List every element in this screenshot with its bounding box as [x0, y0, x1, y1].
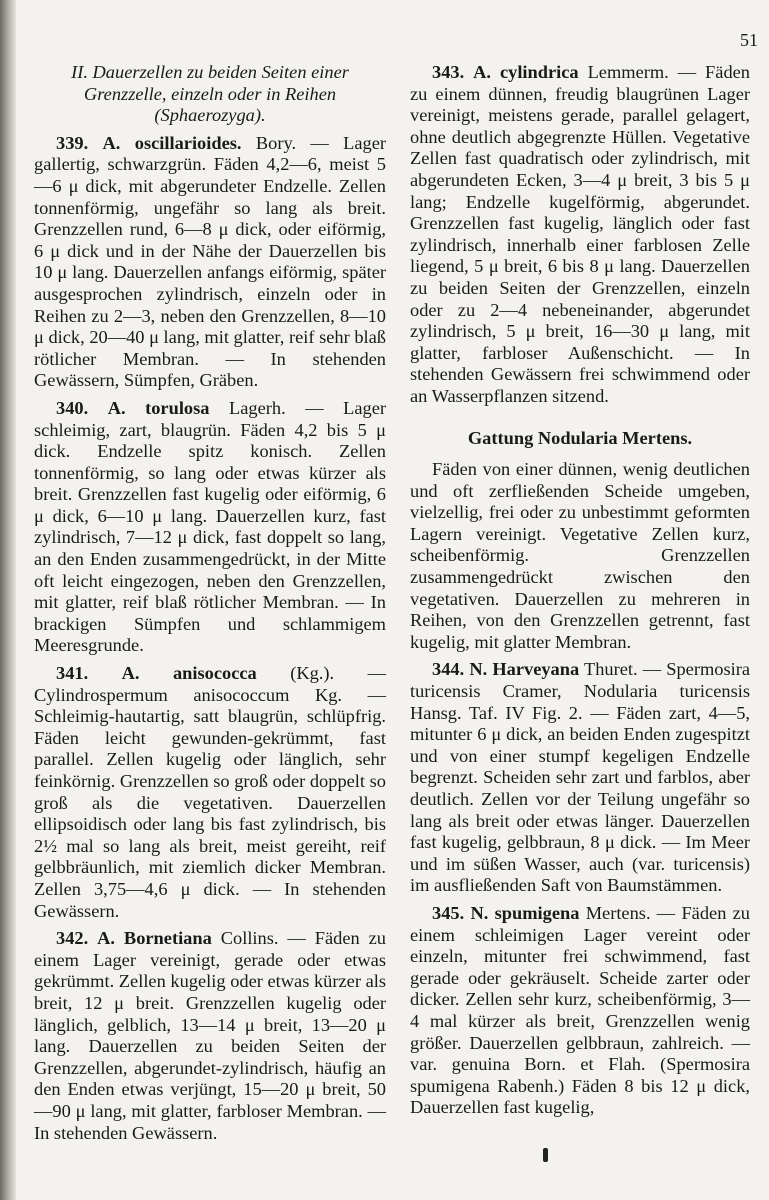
species-entry-339 — [34, 133, 386, 392]
species-entry-342 — [34, 928, 386, 1144]
species-number: 340. — [56, 397, 89, 418]
species-description: (Kg.). — Cylindrospermum anisococcum Kg. — Schleimig-hautartig, satt blaugrün, schlüpfrig. Fäden leicht gewunden-gekrümmt, fast parallel. Zellen kugelig oder länglich, sehr feinkörnig. Grenzzellen so groß oder doppelt so groß als die vegetativen. Dauerzellen ellipsoidisch oder lang bis fast zylindrisch, bis 2½ mal so lang als breit, meist gereiht, reif gelbbräunlich, mit ziemlich dicker Membran. Zellen 3,75—4,6 μ dick. — In stehenden Gewässern. — [34, 663, 386, 921]
species-description: Lemmerm. — Fäden zu einem dünnen, freudig blaugrünen Lager vereinigt, meistens gerade, parallel gelagert, ohne deutlich abgegrenzte Hüllen. Vegetative Zellen fast quadratisch oder zylindrisch, mit abgerundeten Ecken, 3—4 μ breit, 3 bis 5 μ lang; Endzelle kugelförmig, abgerundet. Grenzzellen fast kugelig, länglich oder fast zylindrisch, innerhalb einer farblosen Zelle liegend, 5 μ breit, 6 bis 8 μ lang. Dauerzellen zu beiden Seiten der Grenzzellen, einzeln oder zu 2—4 nebeneinander, abgerundet zylindrisch, 5 μ breit, 16—30 μ lang, mit glatter, farbloser Außenschicht. — In stehenden Gewässern frei schwimmend oder an Wasserpflanzen sitzend. — [410, 62, 750, 406]
species-number: 343. — [432, 62, 465, 82]
genus-description: Fäden von einer dünnen, wenig deutlichen und oft zerfließenden Scheide umgeben, vielzellig, frei oder zu unbestimmt geformten Lagern vereinigt. Vegetative Zellen kurz, scheibenförmig. Grenzzellen zusammengedrückt zwischen den vegetativen. Dauerzellen zu mehreren in Reihen, von den Grenzzellen getrennt, fast kugelig, mit glatter Membran. — [410, 459, 750, 652]
species-number: 341. — [56, 663, 89, 684]
species-entry-344 — [410, 659, 750, 897]
species-number: 339. — [56, 132, 89, 153]
species-name: N. Harveyana — [469, 659, 580, 680]
species-name: A. cylindrica — [473, 62, 579, 82]
genus-heading: Gattung Nodularia Mertens. — [467, 427, 693, 448]
species-name: A. oscillarioides. — [102, 132, 242, 153]
species-description: Lagerh. — Lager schleimig, zart, blaugrün. Fäden 4,2 bis 5 μ dick. Endzelle spitz konisch. Zellen tonnenförmig, so lang oder etwas kürzer als breit. Grenzzellen fast kugelig oder eiförmig, 6 μ dick, 6—10 μ lang. Dauerzellen kurz, fast zylindrisch, 7—12 μ dick, fast doppelt so lang, an den Enden zusammengedrückt, in der Mitte oft leicht eingezogen, neben den Grenzzellen, mit glatter, reif blaß rötlicher Membran. — In brackigen Sümpfen und schlammigem Meeresgrunde. — [34, 397, 386, 656]
species-description: Mertens. — Fäden zu einem schleimigen Lager vereint oder einzeln, mitunter frei schwimmend, fast gerade oder gekräuselt. Scheide zarter oder dicker. Zellen sehr kurz, scheibenförmig, 3—4 mal kürzer als breit, Grenzzellen wenig größer. Dauerzellen gelbbraun, zahlreich. — var. genuina Born. et Flah. (Spermosira spumigena Rabenh.) Fäden 8 bis 12 μ dick, Dauerzellen fast kugelig, — [410, 902, 750, 1118]
section-heading: II. Dauerzellen zu beiden Seiten einer Grenzzelle, einzeln oder in Reihen (Sphaerozyga). — [71, 62, 349, 126]
species-number: 345. — [432, 902, 465, 923]
species-number: 344. — [432, 659, 465, 680]
species-entry-343 — [410, 62, 750, 408]
left-column — [34, 62, 386, 1150]
species-description: Thuret. — Spermosira turicensis Cramer, Nodularia turicensis Hansg. Taf. IV Fig. 2. — Fäden zart, 4—5, mitunter 6 μ dick, an beiden Enden zugespitzt und von einer stumpf kegeligen Endzelle begrenzt. Scheiden sehr zart und farblos, aber deutlich. Zellen vor der Teilung ungefähr so lang als breit oder etwas länger. Dauerzellen fast kugelig, gelbbraun, 8 μ dick. — Im Meer und im süßen Wasser, auch (var. turicensis) im ausfließenden Saft von Baumstämmen. — [410, 659, 750, 896]
species-name: A. anisococca — [121, 663, 257, 684]
species-entry-340 — [34, 398, 386, 657]
species-name: A. Bornetiana — [97, 928, 212, 949]
right-column — [410, 62, 750, 1125]
species-description: Collins. — Fäden zu einem Lager vereinigt, gerade oder etwas gekrümmt. Zellen kugelig oder etwas kürzer als breit, 12 μ breit. Grenzzellen kugelig oder länglich, gelblich, 13—14 μ breit, 13—20 μ lang. Dauerzellen zu beiden Seiten der Grenzzellen, abgerundet-zylindrisch, häufig an den Enden etwas verjüngt, 15—20 μ breit, 50—90 μ lang, mit glatter, farbloser Membran. — In stehenden Gewässern. — [34, 928, 386, 1143]
species-name: A. torulosa — [107, 397, 210, 418]
print-mark — [543, 1148, 548, 1162]
species-name: N. spumigena — [470, 902, 580, 923]
page-number: 51 — [740, 30, 758, 50]
species-description: Bory. — Lager gallertig, schwarzgrün. Fäden 4,2—6, meist 5—6 μ dick, mit abgerundeter Endzelle. Zellen tonnenförmig, ungefähr so lang als breit. Grenzzellen rund, 6—8 μ dick, oder eiförmig, 6 μ dick und in der Nähe der Dauerzellen bis 10 μ lang. Dauerzellen anfangs eiförmig, später ausgesprochen zylindrisch, einzeln oder in Reihen zu 2—3, neben den Grenzzellen, 8—10 μ dick, 20—40 μ lang, mit glatter, reif sehr blaß rötlicher Membran. — In stehenden Gewässern, Sümpfen, Gräben. — [34, 132, 386, 391]
page-gutter-shadow — [0, 0, 16, 1200]
species-number: 342. — [56, 928, 89, 949]
species-entry-345 — [410, 903, 750, 1119]
species-entry-341 — [34, 663, 386, 922]
